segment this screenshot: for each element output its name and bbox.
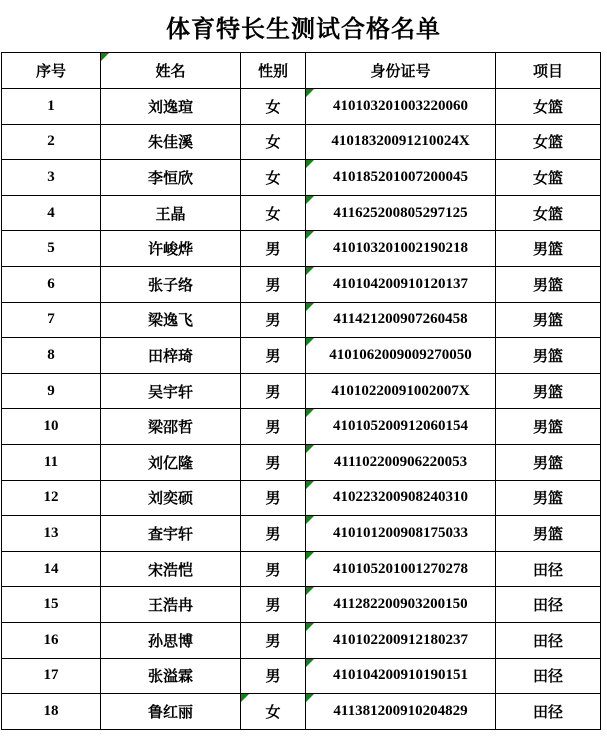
cell-serial: 17 bbox=[2, 658, 101, 694]
cell-serial: 12 bbox=[2, 480, 101, 516]
cell-project: 田径 bbox=[496, 551, 601, 587]
table-row bbox=[2, 89, 601, 125]
cell-gender: 男 bbox=[241, 622, 306, 658]
table-row bbox=[2, 694, 601, 730]
cell-gender: 男 bbox=[241, 266, 306, 302]
cell-serial: 13 bbox=[2, 516, 101, 552]
cell-serial: 3 bbox=[2, 160, 101, 196]
cell-serial: 1 bbox=[2, 89, 101, 125]
cell-id: 410185201007200045 bbox=[306, 160, 496, 196]
page-title: 体育特长生测试合格名单 bbox=[166, 16, 441, 43]
cell-name: 鲁红丽 bbox=[101, 694, 241, 730]
cell-gender: 女 bbox=[241, 124, 306, 160]
error-indicator-icon bbox=[306, 160, 314, 168]
cell-gender: 男 bbox=[241, 516, 306, 552]
cell-project: 女篮 bbox=[496, 89, 601, 125]
cell-serial: 15 bbox=[2, 587, 101, 623]
cell-name: 吴宇轩 bbox=[101, 373, 241, 409]
cell-name: 宋浩恺 bbox=[101, 551, 241, 587]
table-row bbox=[2, 160, 601, 196]
cell-id: 411625200805297125 bbox=[306, 195, 496, 231]
cell-name: 王晶 bbox=[101, 195, 241, 231]
error-indicator-icon bbox=[306, 552, 314, 560]
cell-serial: 6 bbox=[2, 266, 101, 302]
cell-project: 女篮 bbox=[496, 160, 601, 196]
cell-serial: 5 bbox=[2, 231, 101, 267]
cell-gender: 女 bbox=[241, 195, 306, 231]
error-indicator-icon bbox=[306, 89, 314, 97]
cell-name: 查宇轩 bbox=[101, 516, 241, 552]
table-row bbox=[2, 516, 601, 552]
cell-id: 410104200910120137 bbox=[306, 266, 496, 302]
error-indicator-icon bbox=[306, 409, 314, 417]
cell-project: 男篮 bbox=[496, 409, 601, 445]
cell-id: 41010220091002007X bbox=[306, 373, 496, 409]
cell-gender: 男 bbox=[241, 444, 306, 480]
cell-gender: 男 bbox=[241, 409, 306, 445]
cell-serial: 7 bbox=[2, 302, 101, 338]
error-indicator-icon bbox=[306, 694, 314, 702]
error-indicator-icon bbox=[306, 481, 314, 489]
cell-name: 朱佳溪 bbox=[101, 124, 241, 160]
cell-name: 张子络 bbox=[101, 266, 241, 302]
header-cell-id: 身份证号 bbox=[306, 53, 496, 89]
cell-name: 刘亿隆 bbox=[101, 444, 241, 480]
cell-id: 4101062009009270050 bbox=[306, 338, 496, 374]
cell-project: 男篮 bbox=[496, 480, 601, 516]
cell-gender: 男 bbox=[241, 658, 306, 694]
cell-id: 410223200908240310 bbox=[306, 480, 496, 516]
cell-serial: 8 bbox=[2, 338, 101, 374]
cell-name: 刘逸瑄 bbox=[101, 89, 241, 125]
cell-name: 李恒欣 bbox=[101, 160, 241, 196]
cell-project: 田径 bbox=[496, 658, 601, 694]
table-row bbox=[2, 124, 601, 160]
cell-id: 410104200910190151 bbox=[306, 658, 496, 694]
table-row bbox=[2, 587, 601, 623]
table-row bbox=[2, 622, 601, 658]
cell-id: 410105200912060154 bbox=[306, 409, 496, 445]
roster-table bbox=[1, 52, 601, 730]
cell-serial: 18 bbox=[2, 694, 101, 730]
cell-serial: 9 bbox=[2, 373, 101, 409]
cell-name: 张溢霖 bbox=[101, 658, 241, 694]
cell-serial: 4 bbox=[2, 195, 101, 231]
cell-serial: 14 bbox=[2, 551, 101, 587]
cell-project: 男篮 bbox=[496, 444, 601, 480]
cell-id: 410102200912180237 bbox=[306, 622, 496, 658]
error-indicator-icon bbox=[306, 659, 314, 667]
error-indicator-icon bbox=[306, 338, 314, 346]
cell-gender: 女 bbox=[241, 160, 306, 196]
cell-gender: 女 bbox=[241, 694, 306, 730]
cell-project: 男篮 bbox=[496, 231, 601, 267]
cell-name: 许峻烨 bbox=[101, 231, 241, 267]
error-indicator-icon bbox=[306, 445, 314, 453]
cell-name: 王浩冉 bbox=[101, 587, 241, 623]
cell-name: 梁逸飞 bbox=[101, 302, 241, 338]
cell-gender: 男 bbox=[241, 373, 306, 409]
cell-gender: 男 bbox=[241, 480, 306, 516]
cell-project: 田径 bbox=[496, 622, 601, 658]
cell-id: 410105201001270278 bbox=[306, 551, 496, 587]
cell-name: 田梓琦 bbox=[101, 338, 241, 374]
table-row bbox=[2, 195, 601, 231]
cell-project: 田径 bbox=[496, 587, 601, 623]
cell-serial: 10 bbox=[2, 409, 101, 445]
error-indicator-icon bbox=[306, 231, 314, 239]
error-indicator-icon bbox=[101, 53, 109, 61]
cell-project: 田径 bbox=[496, 694, 601, 730]
cell-serial: 2 bbox=[2, 124, 101, 160]
cell-name: 刘奕硕 bbox=[101, 480, 241, 516]
header-cell-gender: 性别 bbox=[241, 53, 306, 89]
cell-id: 410103201002190218 bbox=[306, 231, 496, 267]
table-row bbox=[2, 338, 601, 374]
cell-serial: 16 bbox=[2, 622, 101, 658]
cell-id: 410101200908175033 bbox=[306, 516, 496, 552]
error-indicator-icon bbox=[306, 587, 314, 595]
table-row bbox=[2, 444, 601, 480]
table-row bbox=[2, 231, 601, 267]
cell-serial: 11 bbox=[2, 444, 101, 480]
cell-project: 男篮 bbox=[496, 516, 601, 552]
cell-id: 411102200906220053 bbox=[306, 444, 496, 480]
cell-gender: 男 bbox=[241, 338, 306, 374]
table-row bbox=[2, 658, 601, 694]
cell-id: 411282200903200150 bbox=[306, 587, 496, 623]
cell-id: 411381200910204829 bbox=[306, 694, 496, 730]
header-cell-serial: 序号 bbox=[2, 53, 101, 89]
header-cell-project: 项目 bbox=[496, 53, 601, 89]
table-row bbox=[2, 302, 601, 338]
cell-name: 孙思博 bbox=[101, 622, 241, 658]
cell-project: 女篮 bbox=[496, 124, 601, 160]
cell-gender: 男 bbox=[241, 231, 306, 267]
cell-id: 410103201003220060 bbox=[306, 89, 496, 125]
table-row bbox=[2, 480, 601, 516]
table-row bbox=[2, 266, 601, 302]
cell-id: 41018320091210024X bbox=[306, 124, 496, 160]
header-row bbox=[2, 53, 601, 89]
table-row bbox=[2, 551, 601, 587]
header-cell-name: 姓名 bbox=[101, 53, 241, 89]
error-indicator-icon bbox=[306, 623, 314, 631]
table-row bbox=[2, 409, 601, 445]
cell-project: 男篮 bbox=[496, 302, 601, 338]
cell-project: 男篮 bbox=[496, 338, 601, 374]
cell-gender: 男 bbox=[241, 551, 306, 587]
error-indicator-icon bbox=[241, 694, 249, 702]
error-indicator-icon bbox=[306, 516, 314, 524]
cell-gender: 女 bbox=[241, 89, 306, 125]
cell-id: 411421200907260458 bbox=[306, 302, 496, 338]
cell-gender: 男 bbox=[241, 302, 306, 338]
table-row bbox=[2, 373, 601, 409]
cell-project: 男篮 bbox=[496, 266, 601, 302]
error-indicator-icon bbox=[306, 303, 314, 311]
error-indicator-icon bbox=[306, 196, 314, 204]
cell-project: 女篮 bbox=[496, 195, 601, 231]
cell-project: 男篮 bbox=[496, 373, 601, 409]
cell-name: 梁邵哲 bbox=[101, 409, 241, 445]
cell-gender: 男 bbox=[241, 587, 306, 623]
error-indicator-icon bbox=[306, 267, 314, 275]
